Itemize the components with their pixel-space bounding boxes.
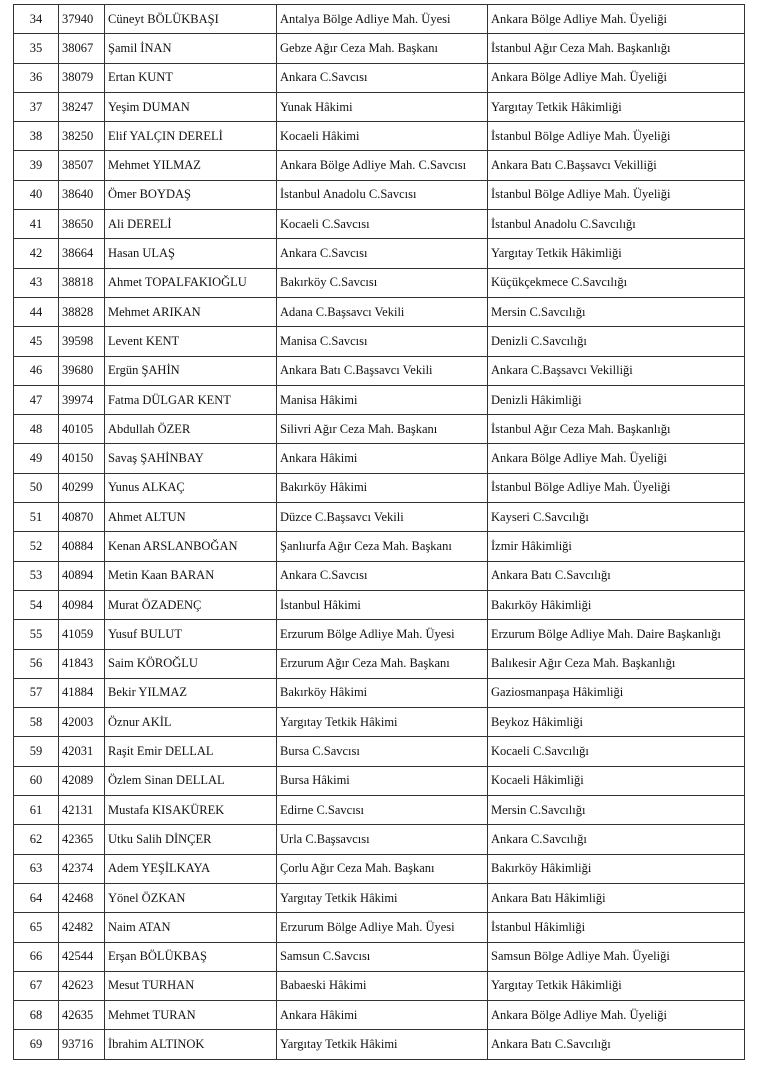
new-position: İstanbul Bölge Adliye Mah. Üyeliği	[488, 122, 745, 151]
table-row	[14, 63, 745, 92]
row-number: 59	[14, 737, 59, 766]
table-row	[14, 180, 745, 209]
table-row	[14, 122, 745, 151]
person-name: Kenan ARSLANBOĞAN	[105, 532, 277, 561]
person-name: Ahmet ALTUN	[105, 503, 277, 532]
new-position: Mersin C.Savcılığı	[488, 297, 745, 326]
table-row	[14, 796, 745, 825]
table-row	[14, 620, 745, 649]
current-position: Gebze Ağır Ceza Mah. Başkanı	[277, 34, 488, 63]
current-position: Ankara C.Savcısı	[277, 239, 488, 268]
row-number: 41	[14, 210, 59, 239]
current-position: Erzurum Ağır Ceza Mah. Başkanı	[277, 649, 488, 678]
row-number: 68	[14, 1001, 59, 1030]
row-number: 51	[14, 503, 59, 532]
current-position: Bursa C.Savcısı	[277, 737, 488, 766]
new-position: Yargıtay Tetkik Hâkimliği	[488, 971, 745, 1000]
row-number: 65	[14, 913, 59, 942]
row-number: 37	[14, 92, 59, 121]
row-number: 66	[14, 942, 59, 971]
current-position: Düzce C.Başsavcı Vekili	[277, 503, 488, 532]
current-position: Bakırköy Hâkimi	[277, 473, 488, 502]
current-position: Silivri Ağır Ceza Mah. Başkanı	[277, 415, 488, 444]
new-position: İstanbul Ağır Ceza Mah. Başkanlığı	[488, 415, 745, 444]
row-number: 45	[14, 327, 59, 356]
registry-number: 38650	[59, 210, 105, 239]
new-position: Yargıtay Tetkik Hâkimliği	[488, 239, 745, 268]
registry-number: 93716	[59, 1030, 105, 1059]
current-position: Ankara Batı C.Başsavcı Vekili	[277, 356, 488, 385]
new-position: Ankara C.Savcılığı	[488, 825, 745, 854]
current-position: Yunak Hâkimi	[277, 92, 488, 121]
table-row	[14, 825, 745, 854]
registry-number: 40984	[59, 590, 105, 619]
person-name: Abdullah ÖZER	[105, 415, 277, 444]
current-position: Manisa C.Savcısı	[277, 327, 488, 356]
current-position: Erzurum Bölge Adliye Mah. Üyesi	[277, 913, 488, 942]
new-position: İstanbul Bölge Adliye Mah. Üyeliği	[488, 473, 745, 502]
table-row	[14, 34, 745, 63]
table-row	[14, 942, 745, 971]
new-position: Gaziosmanpaşa Hâkimliği	[488, 678, 745, 707]
row-number: 34	[14, 5, 59, 34]
person-name: Utku Salih DİNÇER	[105, 825, 277, 854]
registry-number: 38818	[59, 268, 105, 297]
person-name: Ergün ŞAHİN	[105, 356, 277, 385]
current-position: Samsun C.Savcısı	[277, 942, 488, 971]
registry-number: 39598	[59, 327, 105, 356]
table-row	[14, 971, 745, 1000]
row-number: 47	[14, 385, 59, 414]
current-position: Kocaeli C.Savcısı	[277, 210, 488, 239]
new-position: Ankara Batı C.Savcılığı	[488, 1030, 745, 1059]
registry-number: 38067	[59, 34, 105, 63]
appointment-table	[13, 4, 745, 1060]
registry-number: 37940	[59, 5, 105, 34]
person-name: Raşit Emir DELLAL	[105, 737, 277, 766]
current-position: Bursa Hâkimi	[277, 766, 488, 795]
current-position: Erzurum Bölge Adliye Mah. Üyesi	[277, 620, 488, 649]
row-number: 50	[14, 473, 59, 502]
row-number: 43	[14, 268, 59, 297]
table-row	[14, 268, 745, 297]
table-row	[14, 766, 745, 795]
current-position: Ankara Hâkimi	[277, 1001, 488, 1030]
current-position: Urla C.Başsavcısı	[277, 825, 488, 854]
registry-number: 42623	[59, 971, 105, 1000]
person-name: Elif YALÇIN DERELİ	[105, 122, 277, 151]
row-number: 46	[14, 356, 59, 385]
current-position: Yargıtay Tetkik Hâkimi	[277, 708, 488, 737]
table-row	[14, 5, 745, 34]
registry-number: 42635	[59, 1001, 105, 1030]
row-number: 60	[14, 766, 59, 795]
person-name: Cüneyt BÖLÜKBAŞI	[105, 5, 277, 34]
registry-number: 42003	[59, 708, 105, 737]
table-row	[14, 854, 745, 883]
person-name: Özlem Sinan DELLAL	[105, 766, 277, 795]
new-position: Denizli C.Savcılığı	[488, 327, 745, 356]
table-row	[14, 92, 745, 121]
table-row	[14, 356, 745, 385]
current-position: Ankara C.Savcısı	[277, 561, 488, 590]
row-number: 40	[14, 180, 59, 209]
row-number: 52	[14, 532, 59, 561]
table-row	[14, 913, 745, 942]
new-position: Kocaeli C.Savcılığı	[488, 737, 745, 766]
table-row	[14, 210, 745, 239]
row-number: 67	[14, 971, 59, 1000]
table-row	[14, 561, 745, 590]
row-number: 69	[14, 1030, 59, 1059]
registry-number: 42365	[59, 825, 105, 854]
new-position: Mersin C.Savcılığı	[488, 796, 745, 825]
new-position: Ankara C.Başsavcı Vekilliği	[488, 356, 745, 385]
current-position: İstanbul Hâkimi	[277, 590, 488, 619]
person-name: Yunus ALKAÇ	[105, 473, 277, 502]
person-name: Murat ÖZADENÇ	[105, 590, 277, 619]
current-position: Şanlıurfa Ağır Ceza Mah. Başkanı	[277, 532, 488, 561]
row-number: 38	[14, 122, 59, 151]
row-number: 61	[14, 796, 59, 825]
row-number: 42	[14, 239, 59, 268]
row-number: 55	[14, 620, 59, 649]
current-position: Ankara Bölge Adliye Mah. C.Savcısı	[277, 151, 488, 180]
new-position: İstanbul Ağır Ceza Mah. Başkanlığı	[488, 34, 745, 63]
registry-number: 39974	[59, 385, 105, 414]
new-position: Beykoz Hâkimliği	[488, 708, 745, 737]
registry-number: 39680	[59, 356, 105, 385]
person-name: Ömer BOYDAŞ	[105, 180, 277, 209]
person-name: İbrahim ALTINOK	[105, 1030, 277, 1059]
table-row	[14, 649, 745, 678]
registry-number: 38247	[59, 92, 105, 121]
new-position: Bakırköy Hâkimliği	[488, 854, 745, 883]
person-name: Metin Kaan BARAN	[105, 561, 277, 590]
current-position: Ankara C.Savcısı	[277, 63, 488, 92]
person-name: Naim ATAN	[105, 913, 277, 942]
row-number: 48	[14, 415, 59, 444]
table-row	[14, 415, 745, 444]
table-row	[14, 678, 745, 707]
person-name: Mehmet YILMAZ	[105, 151, 277, 180]
current-position: İstanbul Anadolu C.Savcısı	[277, 180, 488, 209]
row-number: 63	[14, 854, 59, 883]
person-name: Ertan KUNT	[105, 63, 277, 92]
row-number: 54	[14, 590, 59, 619]
table-row	[14, 297, 745, 326]
person-name: Öznur AKİL	[105, 708, 277, 737]
registry-number: 38828	[59, 297, 105, 326]
new-position: Samsun Bölge Adliye Mah. Üyeliği	[488, 942, 745, 971]
new-position: Ankara Batı C.Başsavcı Vekilliği	[488, 151, 745, 180]
table-row	[14, 883, 745, 912]
registry-number: 41884	[59, 678, 105, 707]
table-row	[14, 532, 745, 561]
registry-number: 38250	[59, 122, 105, 151]
registry-number: 40150	[59, 444, 105, 473]
registry-number: 40105	[59, 415, 105, 444]
registry-number: 42544	[59, 942, 105, 971]
person-name: Adem YEŞİLKAYA	[105, 854, 277, 883]
table-row	[14, 737, 745, 766]
person-name: Hasan ULAŞ	[105, 239, 277, 268]
current-position: Bakırköy Hâkimi	[277, 678, 488, 707]
current-position: Kocaeli Hâkimi	[277, 122, 488, 151]
table-row	[14, 151, 745, 180]
registry-number: 40870	[59, 503, 105, 532]
new-position: İzmir Hâkimliği	[488, 532, 745, 561]
person-name: Saim KÖROĞLU	[105, 649, 277, 678]
new-position: Bakırköy Hâkimliği	[488, 590, 745, 619]
registry-number: 40299	[59, 473, 105, 502]
person-name: Mehmet TURAN	[105, 1001, 277, 1030]
person-name: Mesut TURHAN	[105, 971, 277, 1000]
registry-number: 42374	[59, 854, 105, 883]
table-row	[14, 473, 745, 502]
new-position: Ankara Bölge Adliye Mah. Üyeliği	[488, 63, 745, 92]
table-row	[14, 1001, 745, 1030]
person-name: Ali DERELİ	[105, 210, 277, 239]
row-number: 57	[14, 678, 59, 707]
row-number: 39	[14, 151, 59, 180]
registry-number: 40894	[59, 561, 105, 590]
registry-number: 38079	[59, 63, 105, 92]
current-position: Yargıtay Tetkik Hâkimi	[277, 883, 488, 912]
new-position: Kayseri C.Savcılığı	[488, 503, 745, 532]
person-name: Şamil İNAN	[105, 34, 277, 63]
current-position: Yargıtay Tetkik Hâkimi	[277, 1030, 488, 1059]
table-row	[14, 385, 745, 414]
new-position: İstanbul Hâkimliği	[488, 913, 745, 942]
current-position: Adana C.Başsavcı Vekili	[277, 297, 488, 326]
registry-number: 40884	[59, 532, 105, 561]
current-position: Antalya Bölge Adliye Mah. Üyesi	[277, 5, 488, 34]
new-position: Denizli Hâkimliği	[488, 385, 745, 414]
new-position: Ankara Batı Hâkimliği	[488, 883, 745, 912]
row-number: 58	[14, 708, 59, 737]
row-number: 44	[14, 297, 59, 326]
current-position: Ankara Hâkimi	[277, 444, 488, 473]
new-position: Kocaeli Hâkimliği	[488, 766, 745, 795]
current-position: Bakırköy C.Savcısı	[277, 268, 488, 297]
person-name: Mustafa KISAKÜREK	[105, 796, 277, 825]
row-number: 64	[14, 883, 59, 912]
registry-number: 42089	[59, 766, 105, 795]
person-name: Fatma DÜLGAR KENT	[105, 385, 277, 414]
current-position: Çorlu Ağır Ceza Mah. Başkanı	[277, 854, 488, 883]
registry-number: 42482	[59, 913, 105, 942]
new-position: Ankara Bölge Adliye Mah. Üyeliği	[488, 1001, 745, 1030]
new-position: Yargıtay Tetkik Hâkimliği	[488, 92, 745, 121]
row-number: 62	[14, 825, 59, 854]
row-number: 36	[14, 63, 59, 92]
current-position: Manisa Hâkimi	[277, 385, 488, 414]
new-position: Küçükçekmece C.Savcılığı	[488, 268, 745, 297]
registry-number: 38664	[59, 239, 105, 268]
person-name: Yusuf BULUT	[105, 620, 277, 649]
person-name: Erşan BÖLÜKBAŞ	[105, 942, 277, 971]
row-number: 35	[14, 34, 59, 63]
person-name: Yönel ÖZKAN	[105, 883, 277, 912]
registry-number: 42468	[59, 883, 105, 912]
table-row	[14, 503, 745, 532]
person-name: Ahmet TOPALFAKIOĞLU	[105, 268, 277, 297]
table-row	[14, 590, 745, 619]
registry-number: 41059	[59, 620, 105, 649]
person-name: Bekir YILMAZ	[105, 678, 277, 707]
row-number: 56	[14, 649, 59, 678]
table-row	[14, 1030, 745, 1059]
registry-number: 42131	[59, 796, 105, 825]
table-row	[14, 239, 745, 268]
row-number: 49	[14, 444, 59, 473]
person-name: Yeşim DUMAN	[105, 92, 277, 121]
new-position: Balıkesir Ağır Ceza Mah. Başkanlığı	[488, 649, 745, 678]
registry-number: 38507	[59, 151, 105, 180]
table-row	[14, 708, 745, 737]
new-position: İstanbul Anadolu C.Savcılığı	[488, 210, 745, 239]
new-position: Ankara Batı C.Savcılığı	[488, 561, 745, 590]
person-name: Levent KENT	[105, 327, 277, 356]
current-position: Babaeski Hâkimi	[277, 971, 488, 1000]
table-row	[14, 444, 745, 473]
registry-number: 42031	[59, 737, 105, 766]
new-position: Erzurum Bölge Adliye Mah. Daire Başkanlığı	[488, 620, 745, 649]
person-name: Savaş ŞAHİNBAY	[105, 444, 277, 473]
row-number: 53	[14, 561, 59, 590]
table-body	[14, 5, 745, 1060]
new-position: İstanbul Bölge Adliye Mah. Üyeliği	[488, 180, 745, 209]
registry-number: 38640	[59, 180, 105, 209]
current-position: Edirne C.Savcısı	[277, 796, 488, 825]
new-position: Ankara Bölge Adliye Mah. Üyeliği	[488, 5, 745, 34]
table-row	[14, 327, 745, 356]
person-name: Mehmet ARIKAN	[105, 297, 277, 326]
new-position: Ankara Bölge Adliye Mah. Üyeliği	[488, 444, 745, 473]
registry-number: 41843	[59, 649, 105, 678]
